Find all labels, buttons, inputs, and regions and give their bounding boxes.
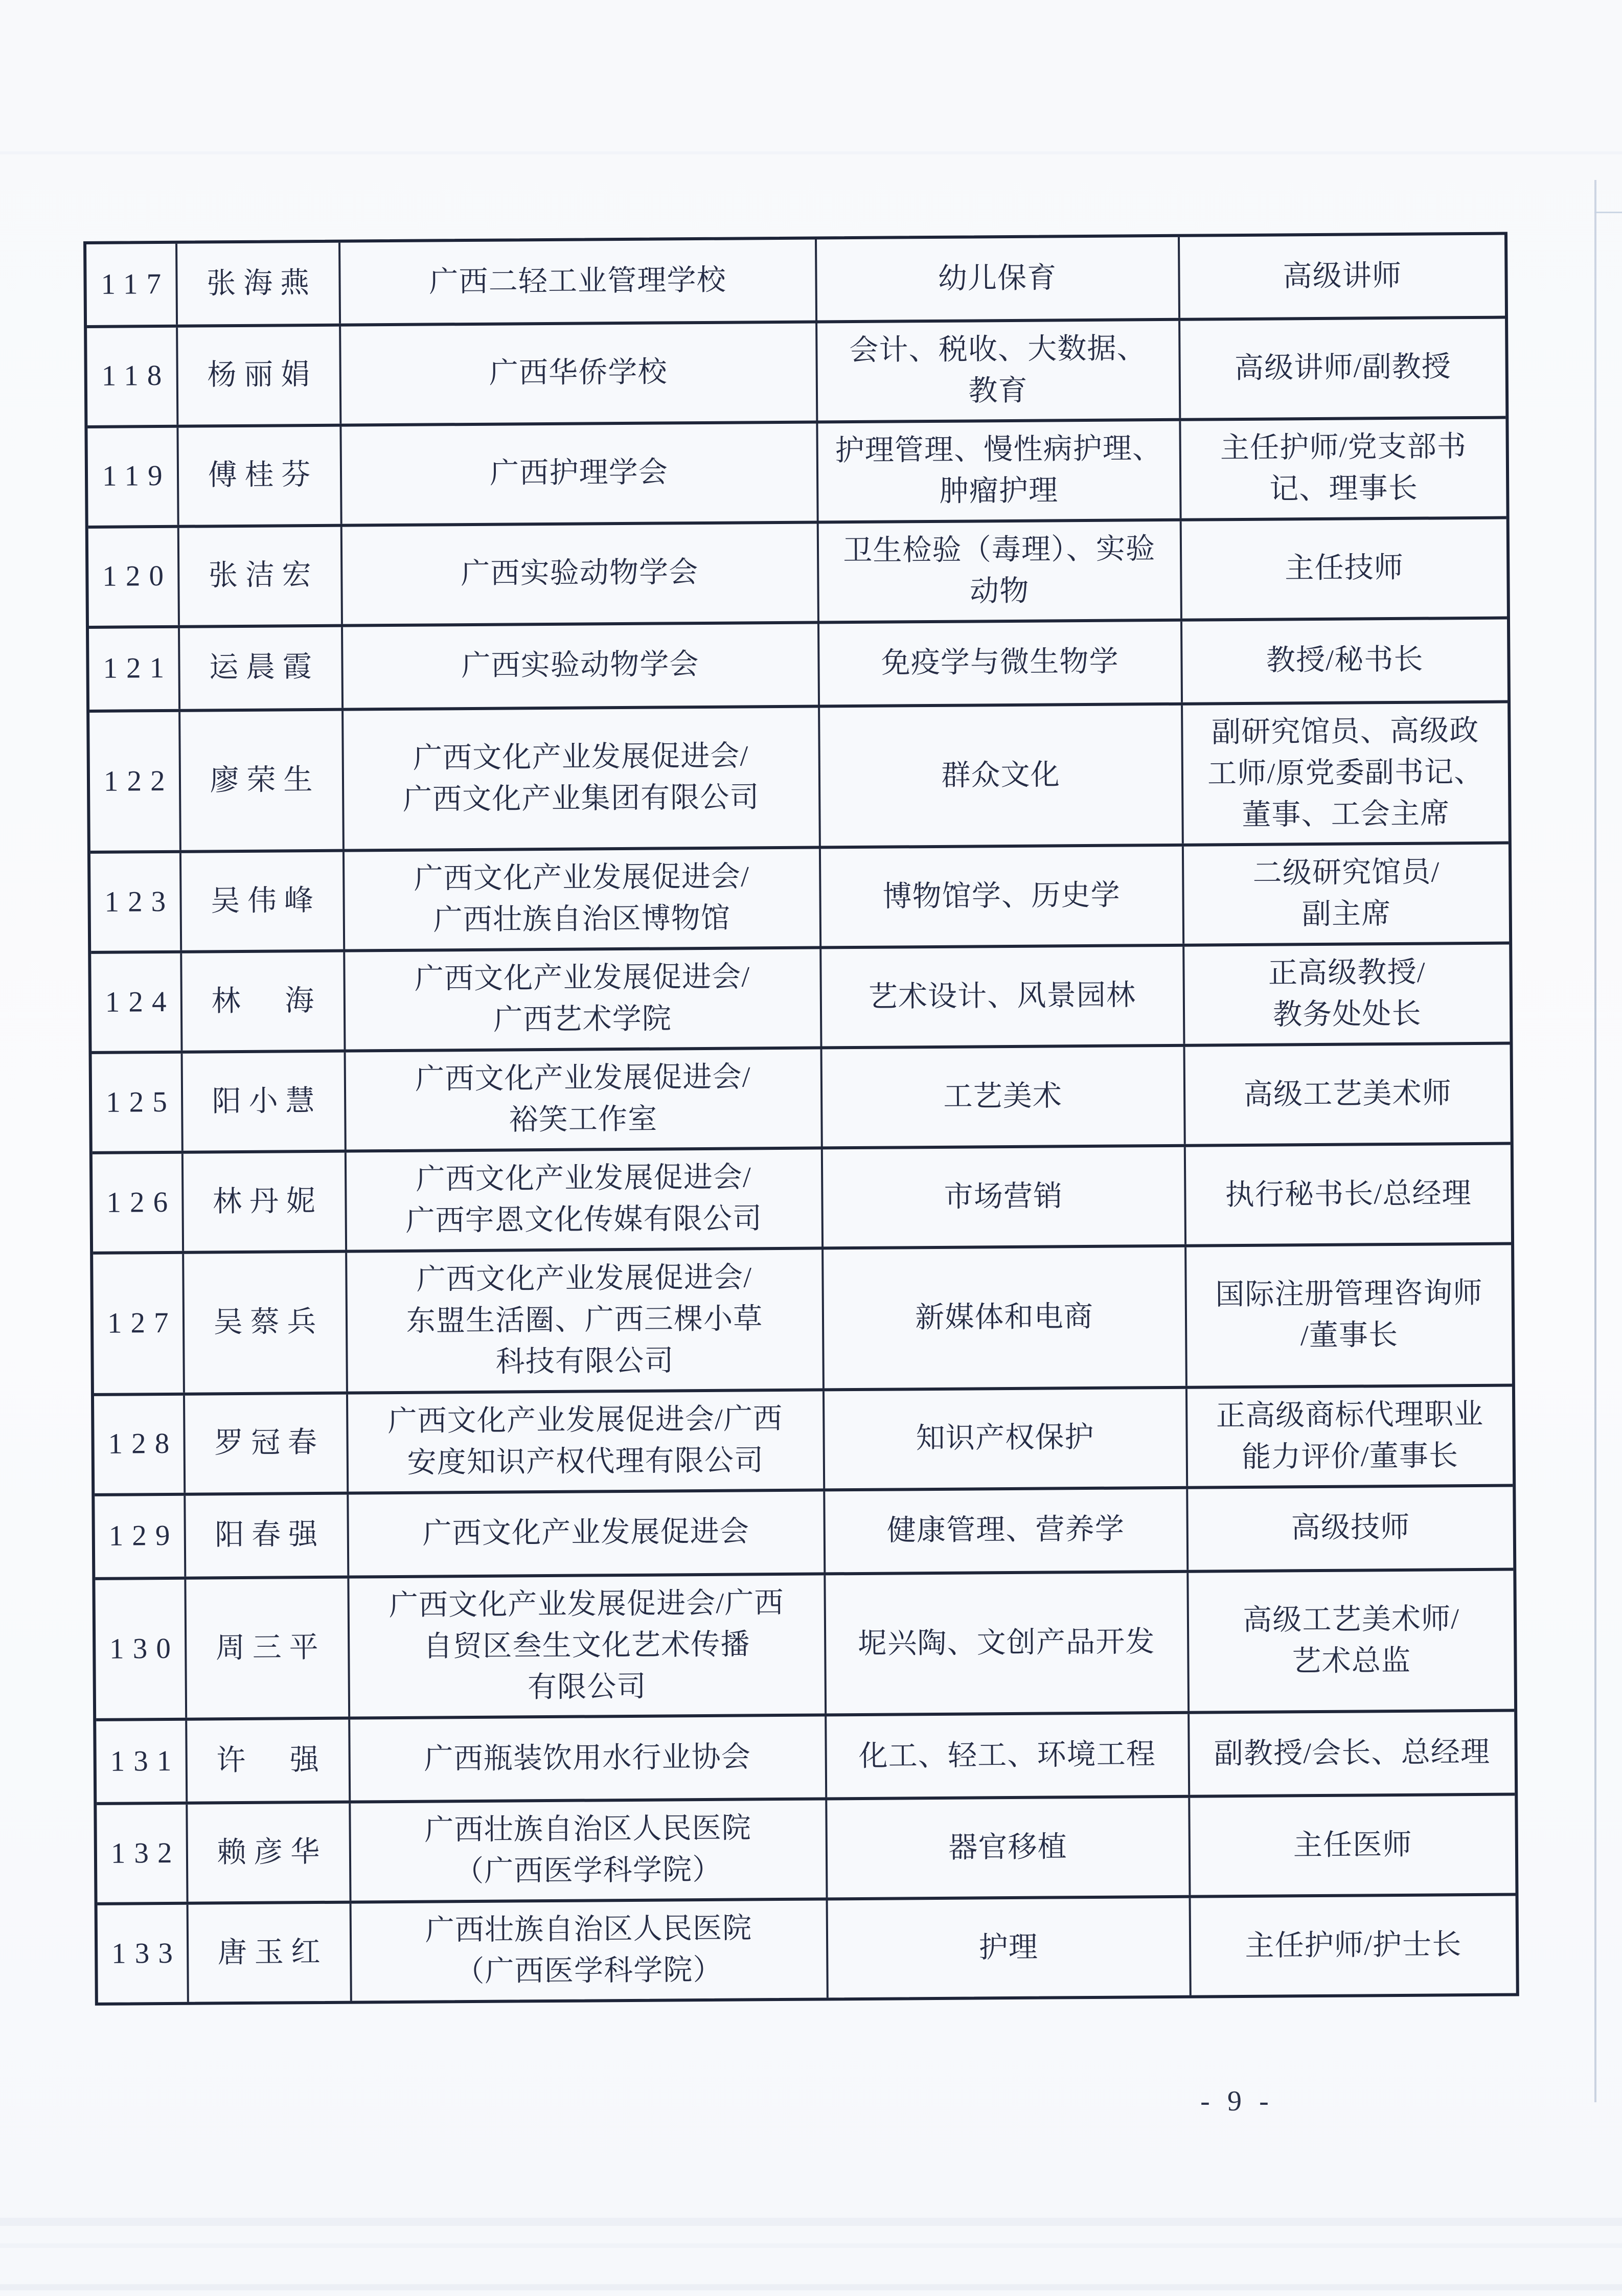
cell-organization: 广西文化产业发展促进会/ 广西文化产业集团有限公司 [344, 708, 821, 849]
cell-no: 127 [93, 1254, 185, 1393]
table-row [95, 1571, 1514, 1721]
cell-no: 130 [95, 1579, 187, 1718]
scan-edge-horizontal-tick [1594, 212, 1622, 213]
cell-title: 正高级教授/ 教务处处长 [1268, 956, 1426, 1031]
cell-title: 正高级商标代理职业 能力评价/董事长 [1216, 1398, 1484, 1473]
cell-name: 张洁宏 [179, 527, 342, 625]
cell-no: 124 [91, 953, 182, 1051]
scan-edge-vertical-line [1594, 180, 1596, 2102]
table-row [96, 1712, 1515, 1805]
table-row [88, 519, 1507, 628]
cell-title: 副研究馆员、高级政 工师/原党委副书记、 董事、工会主席 [1207, 714, 1484, 831]
table-row [91, 945, 1510, 1054]
cell-name: 林丹妮 [183, 1153, 347, 1251]
cell-no: 125 [92, 1054, 184, 1151]
cell-title: 国际注册管理咨询师 /董事长 [1215, 1277, 1483, 1352]
cell-specialty: 工艺美术 [822, 1047, 1185, 1147]
cell-name: 罗冠春 [185, 1394, 349, 1492]
cell-no: 120 [88, 528, 180, 626]
table-row [97, 1796, 1515, 1905]
cell-specialty: 化工、轻工、环境工程 [827, 1714, 1190, 1798]
cell-specialty: 健康管理、营养学 [825, 1489, 1189, 1572]
cell-specialty: 知识产权保护 [825, 1389, 1188, 1488]
cell-specialty: 卫生检验（毒理）、实验 动物 [818, 521, 1182, 621]
cell-name: 张海燕 [177, 243, 341, 325]
cell-title: 教授/秘书长 [1266, 643, 1424, 677]
cell-name: 吴伟峰 [181, 852, 345, 950]
cell-no: 128 [94, 1395, 186, 1493]
cell-title: 主任技师 [1285, 552, 1404, 585]
cell-title: 二级研究馆员/ 副主席 [1252, 856, 1440, 931]
cell-organization: 广西实验动物学会 [343, 624, 820, 708]
cell-no: 121 [89, 628, 180, 709]
cell-organization: 广西文化产业发展促进会/ 广西艺术学院 [345, 949, 822, 1050]
cell-no: 119 [87, 428, 179, 526]
cell-name: 许 强 [187, 1720, 351, 1802]
cell-name: 周三平 [186, 1578, 350, 1718]
scan-streak-bottom-2 [0, 2243, 1622, 2248]
cell-title: 主任医师 [1293, 1828, 1412, 1862]
table-row [98, 1896, 1516, 2003]
cell-title: 执行秘书长/总经理 [1225, 1177, 1472, 1211]
table-row [87, 319, 1505, 428]
table-row [90, 845, 1509, 954]
cell-specialty: 免疫学与微生物学 [819, 621, 1183, 704]
cell-organization: 广西二轻工业管理学校 [340, 239, 817, 323]
cell-specialty: 护理管理、慢性病护理、 肿瘤护理 [818, 421, 1181, 521]
table-row [89, 619, 1507, 712]
cell-organization: 广西文化产业发展促进会/ 东盟生活圈、广西三棵小草 科技有限公司 [347, 1249, 825, 1391]
cell-name: 阳春强 [186, 1494, 349, 1576]
table-row [92, 1045, 1511, 1154]
cell-no: 132 [97, 1805, 188, 1902]
cell-organization: 广西壮族自治区人民医院 （广西医学科学院） [351, 1801, 828, 1901]
cell-name: 廖荣生 [180, 711, 345, 850]
cell-title: 高级工艺美术师/ 艺术总监 [1243, 1603, 1460, 1678]
cell-no: 131 [96, 1721, 188, 1802]
cell-organization: 广西瓶装饮用水行业协会 [350, 1717, 827, 1801]
cell-title: 副教授/会长、总经理 [1214, 1736, 1491, 1770]
cell-specialty: 器官移植 [827, 1798, 1191, 1898]
cell-no: 123 [90, 853, 182, 951]
table-row [86, 235, 1505, 328]
table-row [89, 703, 1509, 854]
scan-streak-bottom-3 [0, 2284, 1622, 2290]
cell-organization: 广西文化产业发展促进会/ 裕笑工作室 [346, 1050, 823, 1150]
cell-no: 118 [87, 328, 178, 425]
cell-organization: 广西实验动物学会 [342, 524, 819, 624]
cell-title: 主任护师/党支部书 记、理事长 [1220, 430, 1467, 506]
cell-organization: 广西华侨学校 [341, 323, 818, 423]
cell-title: 高级技师 [1291, 1511, 1410, 1544]
cell-name: 林 海 [182, 952, 346, 1051]
cell-title: 高级讲师/副教授 [1234, 351, 1452, 385]
personnel-table [83, 232, 1519, 2006]
cell-specialty: 会计、税收、大数据、 教育 [817, 321, 1181, 421]
cell-no: 117 [86, 244, 178, 325]
cell-no: 133 [98, 1905, 189, 2003]
cell-organization: 广西壮族自治区人民医院 （广西医学科学院） [351, 1901, 828, 2001]
cell-specialty: 护理 [828, 1898, 1191, 1998]
cell-title: 主任护师/护士长 [1245, 1928, 1462, 1962]
cell-specialty: 幼儿保育 [817, 237, 1180, 321]
cell-organization: 广西文化产业发展促进会/广西 自贸区叁生文化艺术传播 有限公司 [349, 1575, 827, 1717]
cell-organization: 广西文化产业发展促进会/ 广西壮族自治区博物馆 [344, 849, 821, 949]
cell-specialty: 艺术设计、风景园林 [821, 947, 1185, 1047]
scan-streak-bottom-1 [0, 2218, 1622, 2226]
table-row [93, 1145, 1511, 1255]
cell-specialty: 市场营销 [823, 1147, 1186, 1247]
page-number: - 9 - [1200, 2085, 1274, 2117]
cell-name: 赖彦华 [188, 1804, 351, 1902]
cell-name: 唐玉红 [188, 1904, 352, 2002]
table-row [94, 1386, 1513, 1496]
cell-no: 126 [93, 1154, 184, 1252]
cell-name: 傅桂芬 [178, 427, 342, 525]
cell-no: 122 [89, 712, 181, 851]
cell-title: 高级工艺美术师 [1243, 1077, 1452, 1111]
table-row [87, 419, 1506, 528]
cell-name: 阳小慧 [182, 1053, 346, 1151]
cell-organization: 广西文化产业发展促进会/ 广西宇恩文化传媒有限公司 [346, 1150, 823, 1250]
cell-specialty: 坭兴陶、文创产品开发 [826, 1573, 1190, 1714]
cell-name: 吴蔡兵 [184, 1253, 348, 1393]
cell-name: 运晨霞 [180, 627, 344, 709]
cell-specialty: 新媒体和电商 [824, 1247, 1187, 1389]
cell-organization: 广西文化产业发展促进会 [349, 1491, 826, 1575]
scan-streak-top [0, 151, 1622, 154]
cell-organization: 广西文化产业发展促进会/广西 安度知识产权代理有限公司 [348, 1391, 825, 1491]
cell-organization: 广西护理学会 [341, 423, 818, 524]
cell-name: 杨丽娟 [178, 327, 341, 425]
cell-specialty: 博物馆学、历史学 [821, 847, 1184, 946]
cell-specialty: 群众文化 [820, 705, 1184, 846]
cell-no: 129 [95, 1495, 186, 1577]
table-row [93, 1245, 1512, 1396]
table-row [95, 1487, 1513, 1580]
cell-title: 高级讲师 [1283, 259, 1402, 292]
